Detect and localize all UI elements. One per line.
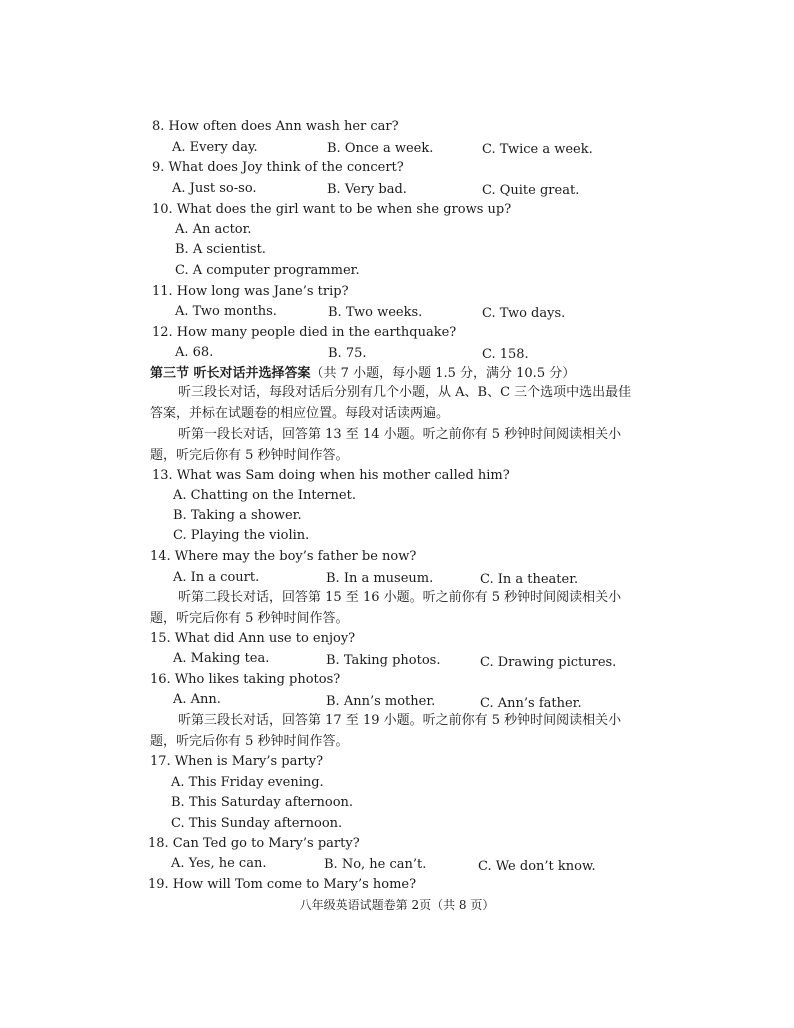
question-14: 14. Where may the boy’s father be now? (150, 549, 417, 564)
section-3-instructions: 听三段长对话，每段对话后分别有几个小题，从 A、B、C 三个选项中选出最佳答案，并标在试题卷的相应位置。每段对话读两遍。 (150, 385, 632, 421)
option-16b: B. Ann’s mother. (326, 694, 436, 709)
option-12a: A. 68. (175, 345, 214, 360)
option-9b: B. Very bad. (327, 182, 407, 197)
option-18a: A. Yes, he can. (171, 856, 267, 871)
option-18b: B. No, he can’t. (324, 857, 427, 872)
question-18: 18. Can Ted go to Mary’s party? (148, 836, 360, 851)
question-8: 8. How often does Ann wash her car? (152, 119, 399, 134)
question-10: 10. What does the girl want to be when she grows up? (152, 202, 512, 217)
question-13: 13. What was Sam doing when his mother called him? (152, 468, 510, 483)
option-15a: A. Making tea. (173, 651, 270, 666)
option-17c: C. This Sunday afternoon. (171, 816, 343, 831)
option-13b: B. Taking a shower. (173, 508, 302, 523)
question-19: 19. How will Tom come to Mary’s home? (148, 877, 417, 892)
option-14c: C. In a theater. (480, 572, 579, 587)
question-11: 11. How long was Jane’s trip? (152, 284, 349, 299)
option-8a: A. Every day. (172, 140, 258, 155)
option-12b: B. 75. (328, 346, 367, 361)
option-8b: B. Once a week. (327, 141, 434, 156)
option-18c: C. We don’t know. (478, 859, 596, 874)
question-17: 17. When is Mary’s party? (150, 754, 324, 769)
option-11a: A. Two months. (175, 304, 277, 319)
option-15b: B. Taking photos. (326, 653, 441, 668)
option-14a: A. In a court. (173, 570, 260, 585)
option-12c: C. 158. (482, 347, 529, 362)
option-13c: C. Playing the violin. (173, 528, 310, 543)
option-16c: C. Ann’s father. (480, 696, 582, 711)
option-17b: B. This Saturday afternoon. (171, 795, 354, 810)
option-10a: A. An actor. (175, 222, 252, 237)
dialog-1-instructions: 听第一段长对话，回答第 13 至 14 小题。听之前你有 5 秒钟时间阅读相关小题，听完后你有 5 秒钟时间作答。 (150, 427, 622, 463)
option-17a: A. This Friday evening. (171, 775, 324, 790)
option-15c: C. Drawing pictures. (480, 655, 617, 670)
option-10b: B. A scientist. (175, 242, 266, 257)
option-9a: A. Just so-so. (172, 181, 257, 196)
dialog-3-instructions: 听第三段长对话，回答第 17 至 19 小题。听之前你有 5 秒钟时间阅读相关小题，听完后你有 5 秒钟时间作答。 (150, 713, 622, 749)
question-9: 9. What does Joy think of the concert? (152, 160, 404, 175)
option-11b: B. Two weeks. (328, 305, 423, 320)
page-footer: 八年级英语试题卷第 2页（共 8 页） (299, 898, 495, 912)
section-3-scoring: （共 7 小题，每小题 1.5 分，满分 10.5 分） (310, 366, 576, 381)
option-16a: A. Ann. (173, 692, 221, 707)
section-3-title: 第三节 听长对话并选择答案 (150, 366, 311, 381)
option-10c: C. A computer programmer. (175, 263, 360, 278)
question-15: 15. What did Ann use to enjoy? (150, 631, 356, 646)
question-16: 16. Who likes taking photos? (150, 672, 341, 687)
option-8c: C. Twice a week. (482, 142, 593, 157)
section-3-heading (150, 366, 575, 382)
option-11c: C. Two days. (482, 306, 566, 321)
option-13a: A. Chatting on the Internet. (173, 488, 356, 503)
dialog-2-instructions: 听第二段长对话，回答第 15 至 16 小题。听之前你有 5 秒钟时间阅读相关小题，听完后你有 5 秒钟时间作答。 (150, 590, 622, 626)
question-12: 12. How many people died in the earthquake? (152, 325, 457, 340)
option-9c: C. Quite great. (482, 183, 580, 198)
option-14b: B. In a museum. (326, 571, 434, 586)
